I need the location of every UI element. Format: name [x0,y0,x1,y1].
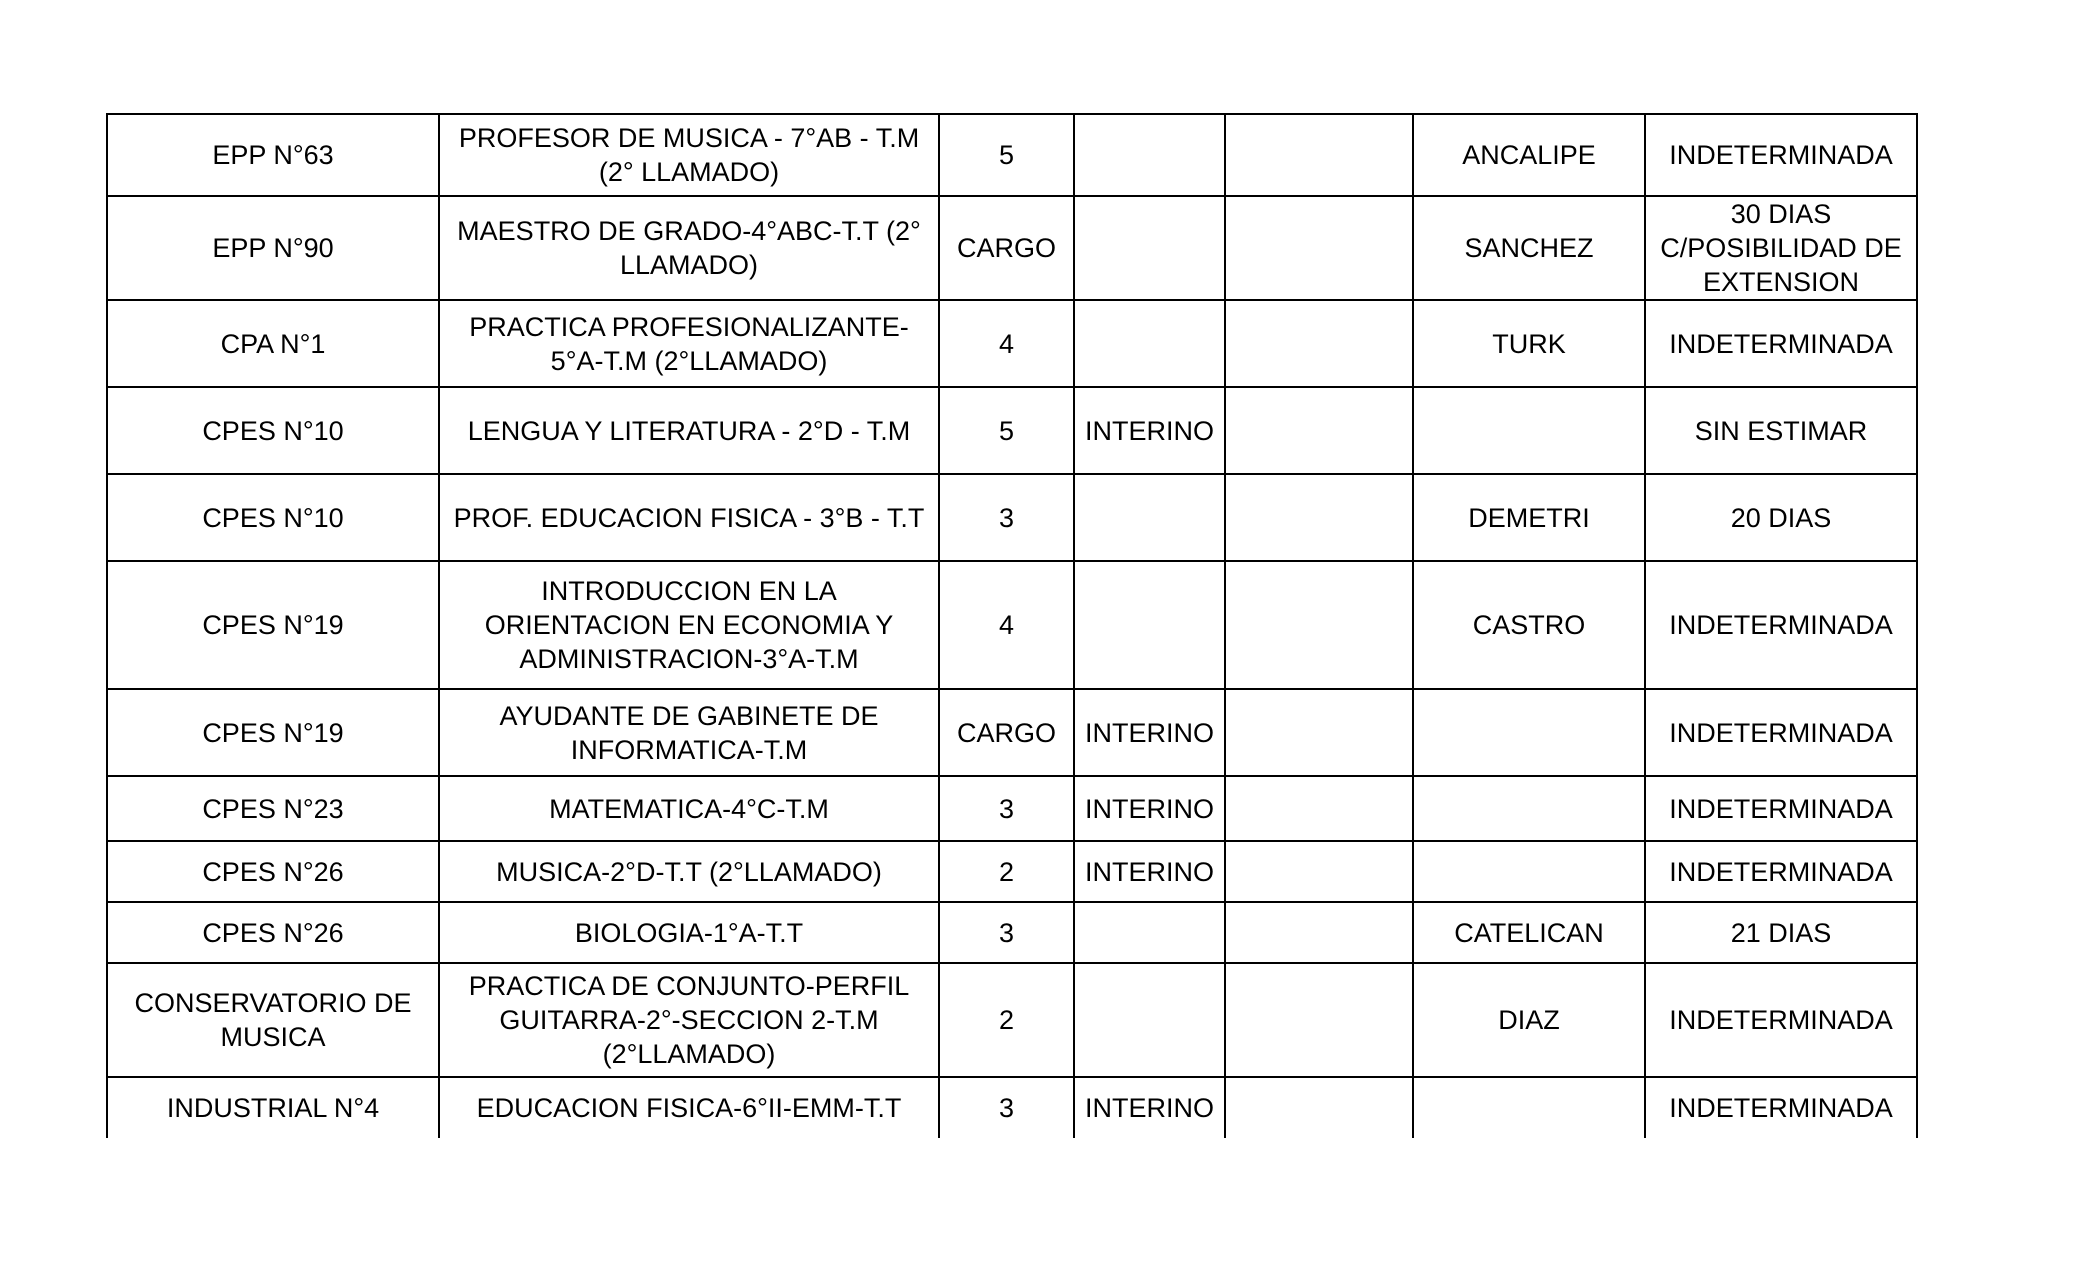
status-cell [1074,300,1225,387]
blank-cell [1225,387,1413,474]
position-cell: MUSICA-2°D-T.T (2°LLAMADO) [439,841,939,902]
duration-cell: INDETERMINADA [1645,963,1917,1077]
blank-cell [1225,689,1413,776]
duration-cell: INDETERMINADA [1645,776,1917,841]
position-cell: PROF. EDUCACION FISICA - 3°B - T.T [439,474,939,561]
hours-cell: 3 [939,1077,1074,1138]
blank-cell [1225,776,1413,841]
status-cell [1074,963,1225,1077]
holder-cell: DIAZ [1413,963,1645,1077]
holder-cell: DEMETRI [1413,474,1645,561]
holder-cell: ANCALIPE [1413,114,1645,196]
duration-cell: 21 DIAS [1645,902,1917,963]
table-row [107,114,1917,196]
blank-cell [1225,561,1413,689]
duration-cell: 30 DIAS C/POSIBILIDAD DE EXTENSION [1645,196,1917,300]
school-cell: INDUSTRIAL N°4 [107,1077,439,1138]
table-row [107,561,1917,689]
table-row [107,300,1917,387]
hours-cell: 5 [939,387,1074,474]
duration-cell: INDETERMINADA [1645,1077,1917,1138]
school-cell: CPES N°10 [107,387,439,474]
holder-cell [1413,841,1645,902]
table-row [107,841,1917,902]
blank-cell [1225,114,1413,196]
status-cell: INTERINO [1074,689,1225,776]
school-cell: CPES N°19 [107,689,439,776]
status-cell [1074,196,1225,300]
status-cell: INTERINO [1074,387,1225,474]
table-row [107,963,1917,1077]
duration-cell: INDETERMINADA [1645,300,1917,387]
hours-cell: 3 [939,902,1074,963]
table-row [107,1077,1917,1138]
hours-cell: 2 [939,963,1074,1077]
duration-cell: INDETERMINADA [1645,841,1917,902]
position-cell: INTRODUCCION EN LA ORIENTACION EN ECONOMIA Y ADMINISTRACION-3°A-T.M [439,561,939,689]
blank-cell [1225,841,1413,902]
blank-cell [1225,902,1413,963]
position-cell: BIOLOGIA-1°A-T.T [439,902,939,963]
school-cell: CPA N°1 [107,300,439,387]
position-cell: PRACTICA PROFESIONALIZANTE-5°A-T.M (2°LLAMADO) [439,300,939,387]
duration-cell: INDETERMINADA [1645,689,1917,776]
status-cell: INTERINO [1074,776,1225,841]
vacancy-table [106,113,1918,1138]
school-cell: CPES N°23 [107,776,439,841]
status-cell: INTERINO [1074,841,1225,902]
duration-cell: SIN ESTIMAR [1645,387,1917,474]
duration-cell: INDETERMINADA [1645,561,1917,689]
status-cell [1074,902,1225,963]
holder-cell [1413,387,1645,474]
hours-cell: 2 [939,841,1074,902]
table-row [107,474,1917,561]
holder-cell: SANCHEZ [1413,196,1645,300]
school-cell: CPES N°19 [107,561,439,689]
position-cell: MATEMATICA-4°C-T.M [439,776,939,841]
holder-cell: CASTRO [1413,561,1645,689]
status-cell: INTERINO [1074,1077,1225,1138]
status-cell [1074,114,1225,196]
status-cell [1074,474,1225,561]
school-cell: CPES N°26 [107,902,439,963]
position-cell: PROFESOR DE MUSICA - 7°AB - T.M (2° LLAMADO) [439,114,939,196]
school-cell: CONSERVATORIO DE MUSICA [107,963,439,1077]
hours-cell: 4 [939,561,1074,689]
hours-cell: 4 [939,300,1074,387]
table-row [107,776,1917,841]
holder-cell [1413,1077,1645,1138]
duration-cell: 20 DIAS [1645,474,1917,561]
hours-cell: CARGO [939,196,1074,300]
table-row [107,387,1917,474]
blank-cell [1225,1077,1413,1138]
table-row [107,196,1917,300]
position-cell: PRACTICA DE CONJUNTO-PERFIL GUITARRA-2°-SECCION 2-T.M (2°LLAMADO) [439,963,939,1077]
school-cell: CPES N°26 [107,841,439,902]
duration-cell: INDETERMINADA [1645,114,1917,196]
holder-cell: TURK [1413,300,1645,387]
school-cell: EPP N°90 [107,196,439,300]
holder-cell [1413,776,1645,841]
position-cell: EDUCACION FISICA-6°II-EMM-T.T [439,1077,939,1138]
school-cell: EPP N°63 [107,114,439,196]
hours-cell: CARGO [939,689,1074,776]
hours-cell: 5 [939,114,1074,196]
holder-cell: CATELICAN [1413,902,1645,963]
status-cell [1074,561,1225,689]
position-cell: MAESTRO DE GRADO-4°ABC-T.T (2° LLAMADO) [439,196,939,300]
hours-cell: 3 [939,474,1074,561]
hours-cell: 3 [939,776,1074,841]
table-row [107,689,1917,776]
table-row [107,902,1917,963]
position-cell: AYUDANTE DE GABINETE DE INFORMATICA-T.M [439,689,939,776]
blank-cell [1225,474,1413,561]
blank-cell [1225,300,1413,387]
blank-cell [1225,963,1413,1077]
position-cell: LENGUA Y LITERATURA - 2°D - T.M [439,387,939,474]
holder-cell [1413,689,1645,776]
school-cell: CPES N°10 [107,474,439,561]
blank-cell [1225,196,1413,300]
